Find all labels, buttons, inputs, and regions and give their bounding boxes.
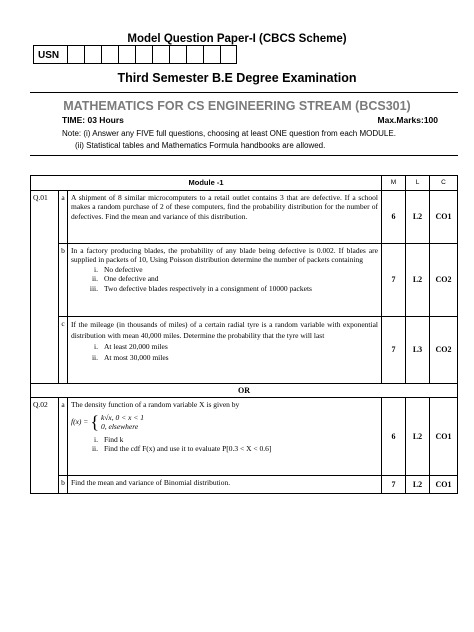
subquestion-label: a [59, 398, 68, 476]
note-line-2: (ii) Statistical tables and Mathematics Formula handbooks are allowed. [75, 141, 326, 150]
co-cell: CO1 [430, 398, 458, 476]
level-cell: L2 [406, 476, 430, 494]
item-number: ii. [91, 274, 98, 283]
item-number: i. [94, 434, 98, 444]
subject-title: MATHEMATICS FOR CS ENGINEERING STREAM (BCS301) [63, 99, 411, 113]
item-text: Find k [104, 434, 124, 444]
questions-table [30, 175, 458, 494]
max-marks-label: Max.Marks:100 [377, 115, 438, 125]
marks-cell: 6 [382, 398, 406, 476]
usn-label: USN [33, 45, 67, 64]
list-item [71, 265, 378, 275]
item-number: i. [94, 264, 98, 274]
usn-grid [33, 45, 237, 66]
co-cell: CO1 [430, 476, 458, 494]
marks-cell: 7 [382, 243, 406, 316]
question-text: The density function of a random variable X is given by [71, 400, 240, 409]
usn-box [203, 45, 220, 64]
module-header: Module -1 [31, 176, 382, 191]
divider [30, 155, 458, 156]
usn-box [118, 45, 135, 64]
usn-box [169, 45, 186, 64]
item-number: ii. [91, 444, 98, 453]
usn-box [135, 45, 152, 64]
list-item [71, 341, 378, 352]
question-cell [68, 316, 382, 383]
usn-box [186, 45, 203, 64]
co-cell: CO2 [430, 316, 458, 383]
subquestion-label: b [59, 476, 68, 494]
instructions-note [62, 128, 396, 152]
subquestion-label: c [59, 316, 68, 383]
level-cell: L3 [406, 316, 430, 383]
exam-title: Third Semester B.E Degree Examination [117, 71, 357, 85]
note-line-1: Note: (i) Answer any FIVE full questions, choosing at least ONE question from each MODULE. [62, 129, 396, 138]
question-cell [68, 243, 382, 316]
formula-cases [101, 413, 144, 431]
item-number: i. [94, 341, 98, 351]
item-list [71, 341, 378, 363]
question-text: A shipment of 8 similar microcomputers to a retail outlet contains 3 that are defective. If a school makes a random purchase of 2 of these computers, find the probability distribution for the number of defectives. Find the mean and variance of this distribution. [68, 190, 382, 243]
list-item [71, 284, 378, 294]
list-item [71, 352, 378, 363]
paper-title: Model Question Paper-I (CBCS Scheme) [127, 33, 347, 45]
brace-symbol: { [90, 411, 99, 432]
co-cell: CO1 [430, 190, 458, 243]
marks-cell: 6 [382, 190, 406, 243]
question-number: Q.01 [31, 190, 59, 383]
list-item [71, 274, 378, 284]
marks-cell: 7 [382, 316, 406, 383]
or-separator-row [31, 383, 458, 398]
level-cell: L2 [406, 243, 430, 316]
formula-case-1: k√x, 0 < x < 1 [100, 412, 144, 422]
item-number: ii. [91, 352, 98, 362]
marks-cell: 7 [382, 476, 406, 494]
usn-box [101, 45, 118, 64]
item-text: At most 30,000 miles [104, 352, 169, 362]
usn-box [67, 45, 84, 64]
col-header-level: L [406, 176, 430, 191]
formula-case-2: 0, elsewhere [100, 421, 139, 431]
col-header-co: C [430, 176, 458, 191]
col-header-marks: M [382, 176, 406, 191]
usn-box [84, 45, 101, 64]
item-text: One defective and [104, 274, 159, 283]
usn-box [152, 45, 169, 64]
question-text: Find the mean and variance of Binomial distribution. [68, 476, 382, 494]
level-cell: L2 [406, 398, 430, 476]
list-item [71, 444, 378, 454]
item-text: Two defective blades respectively in a consignment of 10000 packets [104, 283, 312, 293]
divider [30, 92, 458, 93]
table-row [31, 243, 458, 316]
table-row [31, 316, 458, 383]
density-formula [71, 413, 378, 431]
formula-lhs: f(x) = [71, 416, 89, 426]
item-list [71, 435, 378, 454]
list-item [71, 435, 378, 445]
question-text: If the mileage (in thousands of miles) of a certain radial tyre is a random variable with exponential distribution with mean 40,000 miles. Determine the probability that the tyre will last [71, 319, 378, 340]
item-list [71, 265, 378, 294]
item-text: At least 20,000 miles [104, 341, 168, 351]
question-cell [68, 398, 382, 476]
question-text: In a factory producing blades, the probability of any blade being defective is 0.002. If blades are supplied in packets of 10, Using Poisson distribution determine the number of packets containing [71, 245, 378, 264]
or-label: OR [31, 383, 458, 398]
table-row [31, 190, 458, 243]
subquestion-label: b [59, 243, 68, 316]
table-row [31, 398, 458, 476]
co-cell: CO2 [430, 243, 458, 316]
level-cell: L2 [406, 190, 430, 243]
item-text: No defective [104, 264, 143, 274]
table-header-row [31, 176, 458, 191]
question-number: Q.02 [31, 398, 59, 494]
table-row [31, 476, 458, 494]
item-number: iii. [89, 283, 98, 293]
time-label: TIME: 03 Hours [62, 115, 124, 125]
usn-box [220, 45, 237, 64]
subquestion-label: a [59, 190, 68, 243]
item-text: Find the cdf F(x) and use it to evaluate P[0.3 < X < 0.6] [104, 444, 272, 453]
